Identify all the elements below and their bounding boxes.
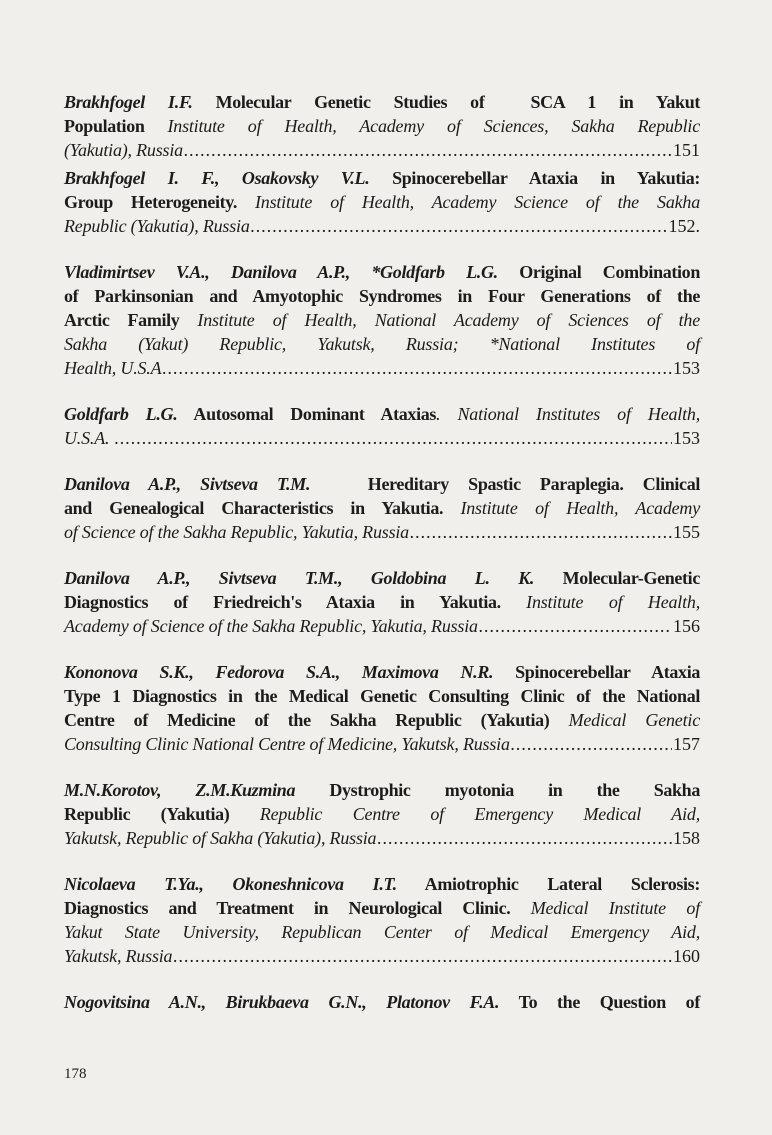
entry-line [64,896,700,920]
entry-affiliation: Sakha (Yakut) Republic, Yakutsk, Russia; *National Institutes of [64,334,700,354]
dot-leader [162,356,672,380]
entry-line [64,708,700,732]
entry-last-line-text [64,520,409,544]
entry-authors: Danilova A.P., Sivtseva T.M., Goldobina L. K. [64,568,535,588]
entry-title: Arctic Family [64,310,198,330]
entry-title: of Parkinsonian and Amyotophic Syndromes in Four Generations of the [64,286,700,306]
toc-entry [64,566,700,638]
entry-line [64,660,700,684]
dot-leader [173,944,672,968]
entry-title: Autosomal Dominant Ataxias [177,404,437,424]
entry-affiliation: Yakut State University, Republican Center of Medical Emergency Aid, [64,922,700,942]
entry-line [64,332,700,356]
entry-page-number: 157 [673,734,700,754]
entry-page-number: 160 [673,946,700,966]
entry-affiliation: Republic Centre of Emergency Medical Aid, [259,804,700,824]
entry-last-line-text [64,826,376,850]
entry-title: Amiotrophic Lateral Sclerosis: [396,874,700,894]
entry-title: Type 1 Diagnostics in the Medical Genetic Consulting Clinic of the National [64,686,700,706]
toc-entry [64,90,700,162]
entry-title: Population [64,116,168,136]
entry-authors: Nicolaeva T.Ya., Okoneshnicova I.T. [64,874,397,894]
entry-title: Molecular Genetic Studies of SCA 1 in Yakut [192,92,701,112]
entry-affiliation: Institute of Health, Academy [460,498,700,518]
dot-leader [479,614,672,638]
entry-line [64,920,700,944]
table-of-contents [64,90,700,1014]
entry-line [64,732,700,756]
entry-line [64,426,700,450]
entry-line [64,166,700,190]
entry-affiliation: U.S.A. [64,428,114,448]
toc-entry [64,872,700,968]
entry-line [64,990,700,1014]
entry-line [64,520,700,544]
entry-title: Centre of Medicine of the Sakha Republic (Yakutia) [64,710,569,730]
entry-line [64,402,700,426]
entry-line [64,566,700,590]
entry-affiliation: Yakutsk, Republic of Sakha (Yakutia), Russia [64,828,377,848]
entry-affiliation: Health, U.S.A [64,358,162,378]
entry-line [64,496,700,520]
entry-last-line-text [64,214,250,238]
entry-line [64,778,700,802]
entry-affiliation: Institute of Health, Academy Science of the Sakha [254,192,701,212]
toc-entry [64,166,700,238]
entry-line [64,356,700,380]
entry-title: Group Heterogeneity. [64,192,255,212]
entry-last-line-text [64,614,478,638]
entry-line [64,308,700,332]
entry-affiliation: of Science of the Sakha Republic, Yakutia, Russia [64,522,409,542]
entry-affiliation: Medical Genetic [568,710,700,730]
entry-line [64,284,700,308]
entry-line [64,872,700,896]
entry-title: To the Question of [499,992,700,1012]
entry-last-line-text [64,426,114,450]
entry-authors: Kononova S.K., Fedorova S.A., Maximova N.R. [64,662,494,682]
entry-affiliation: Institute of Health, National Academy of Sciences of the [197,310,700,330]
entry-last-line-text [64,732,510,756]
entry-affiliation: Medical Institute of [530,898,700,918]
entry-line [64,684,700,708]
entry-title: Original Combination [497,262,700,282]
entry-last-line-text [64,138,183,162]
entry-line [64,190,700,214]
entry-title: Diagnostics and Treatment in Neurological Clinic. [64,898,531,918]
entry-title: Spinocerebellar Ataxia [493,662,700,682]
toc-entry [64,778,700,850]
entry-affiliation: . National Institutes of Health, [436,404,701,424]
entry-line [64,138,700,162]
entry-affiliation: Institute of Health, Academy of Sciences, Sakha Republic [167,116,700,136]
dot-leader [410,520,672,544]
entry-affiliation: Academy of Science of the Sakha Republic, Yakutia, Russia [64,616,478,636]
entry-affiliation: Institute of Health, [526,592,701,612]
entry-affiliation: Republic (Yakutia), Russia [64,216,250,236]
entry-last-line-text [64,944,172,968]
entry-authors: Nogovitsina A.N., Birukbaeva G.N., Platonov F.A. [64,992,500,1012]
entry-page-number: 158 [673,828,700,848]
entry-affiliation: Yakutsk, Russia [64,946,173,966]
entry-authors: M.N.Korotov, Z.M.Kuzmina [64,780,296,800]
toc-entry [64,990,700,1014]
dot-leader [115,426,672,450]
entry-line [64,260,700,284]
entry-line [64,826,700,850]
entry-title: Dystrophic myotonia in the Sakha [295,780,700,800]
entry-page-number: 153 [673,428,700,448]
entry-authors: Brakhfogel I.F. [64,92,193,112]
entry-title: and Genealogical Characteristics in Yakutia. [64,498,461,518]
toc-entry [64,260,700,380]
entry-title: Spinocerebellar Ataxia in Yakutia: [369,168,700,188]
dot-leader [184,138,672,162]
entry-line [64,944,700,968]
entry-line [64,214,700,238]
entry-last-line-text [64,356,161,380]
entry-authors: Goldfarb L.G. [64,404,178,424]
entry-title: Molecular-Genetic [534,568,700,588]
entry-page-number: 153 [673,358,700,378]
entry-line [64,90,700,114]
entry-page-number: 155 [673,522,700,542]
entry-line [64,590,700,614]
entry-line [64,802,700,826]
entry-page-number: 156 [673,616,700,636]
page-number: 178 [64,1066,87,1082]
dot-leader [511,732,672,756]
entry-title: Hereditary Spastic Paraplegia. Clinical [310,474,700,494]
toc-entry [64,402,700,450]
entry-affiliation: Consulting Clinic National Centre of Medicine, Yakutsk, Russia [64,734,510,754]
entry-authors: Brakhfogel I. F., Osakovsky V.L. [64,168,370,188]
toc-entry [64,472,700,544]
entry-line [64,114,700,138]
entry-page-number: 152. [668,216,700,236]
entry-affiliation: (Yakutia), Russia [64,140,183,160]
entry-line [64,614,700,638]
entry-authors: Vladimirtsev V.A., Danilova A.P., *Goldfarb L.G. [64,262,498,282]
toc-entry [64,660,700,756]
entry-title: Diagnostics of Friedreich's Ataxia in Yakutia. [64,592,527,612]
dot-leader [377,826,672,850]
dot-leader [251,214,668,238]
entry-page-number: 151 [673,140,700,160]
entry-title: Republic (Yakutia) [64,804,260,824]
entry-authors: Danilova A.P., Sivtseva T.M. [64,474,311,494]
entry-line [64,472,700,496]
